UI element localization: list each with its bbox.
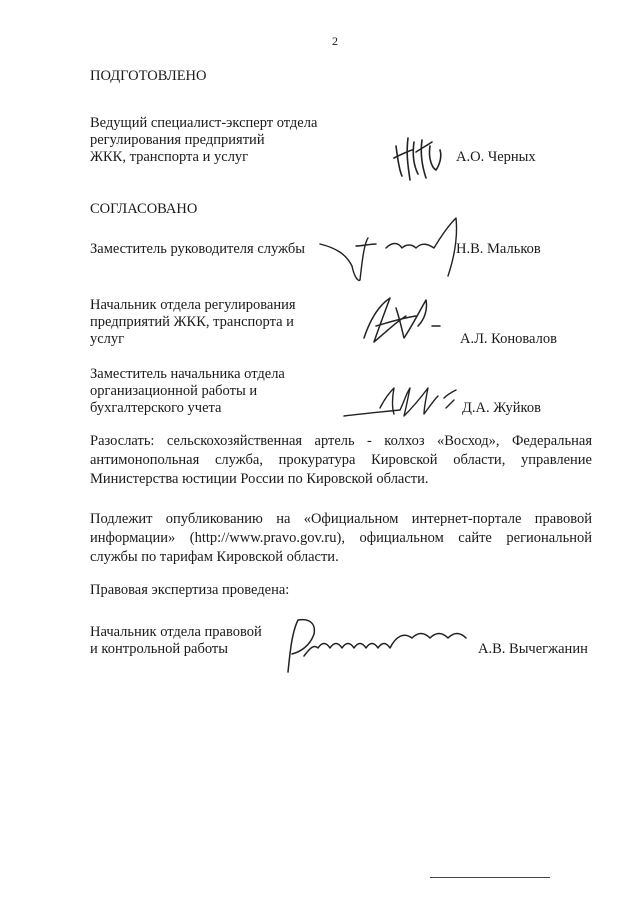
legal-check-text: Правовая экспертиза проведена: xyxy=(90,582,290,598)
prepared-position-line-1: Ведущий специалист-эксперт отдела xyxy=(90,115,318,131)
signature-zhuikov xyxy=(340,378,460,422)
agreed-2-position-line-1: Начальник отдела регулирования xyxy=(90,297,296,313)
signature-malkov xyxy=(316,208,466,286)
agreed-3-position-line-1: Заместитель начальника отдела xyxy=(90,366,285,382)
legal-position-line-1: Начальник отдела правовой xyxy=(90,624,262,640)
footer-rule xyxy=(430,877,550,878)
agreed-1-name: Н.В. Мальков xyxy=(456,241,541,257)
legal-name: А.В. Вычегжанин xyxy=(478,641,588,657)
prepared-position-line-2: регулирования предприятий xyxy=(90,132,265,148)
prepared-position-line-3: ЖКК, транспорта и услуг xyxy=(90,149,249,165)
prepared-heading: ПОДГОТОВЛЕНО xyxy=(90,68,207,84)
signature-chernykh xyxy=(390,132,446,184)
signature-konovalov xyxy=(356,286,446,350)
agreed-1-position-line-1: Заместитель руководителя службы xyxy=(90,241,306,257)
page-number: 2 xyxy=(332,34,338,48)
publication-paragraph: Подлежит опубликованию на «Официальном интернет-портале правовой информации» (http://www.pravo.gov.ru), официальном сайте региональной службы по тарифам Кировской области. xyxy=(90,511,592,565)
distribution-paragraph: Разослать: сельскохозяйственная артель - колхоз «Восход», Федеральная антимонопольная служба, прокуратура Кировской области, управление Министерства юстиции России по Кировской области. xyxy=(90,433,592,487)
agreed-3-name: Д.А. Жуйков xyxy=(462,400,541,416)
agreed-heading: СОГЛАСОВАНО xyxy=(90,201,198,217)
signature-vychegzhanin xyxy=(280,612,476,678)
legal-position-line-2: и контрольной работы xyxy=(90,641,228,657)
agreed-2-position-line-3: услуг xyxy=(90,331,125,347)
agreed-3-position-line-2: организационной работы и xyxy=(90,383,258,399)
agreed-2-position-line-2: предприятий ЖКК, транспорта и xyxy=(90,314,294,330)
agreed-2-name: А.Л. Коновалов xyxy=(460,331,557,347)
agreed-3-position-line-3: бухгалтерского учета xyxy=(90,400,222,416)
prepared-name: А.О. Черных xyxy=(456,149,536,165)
